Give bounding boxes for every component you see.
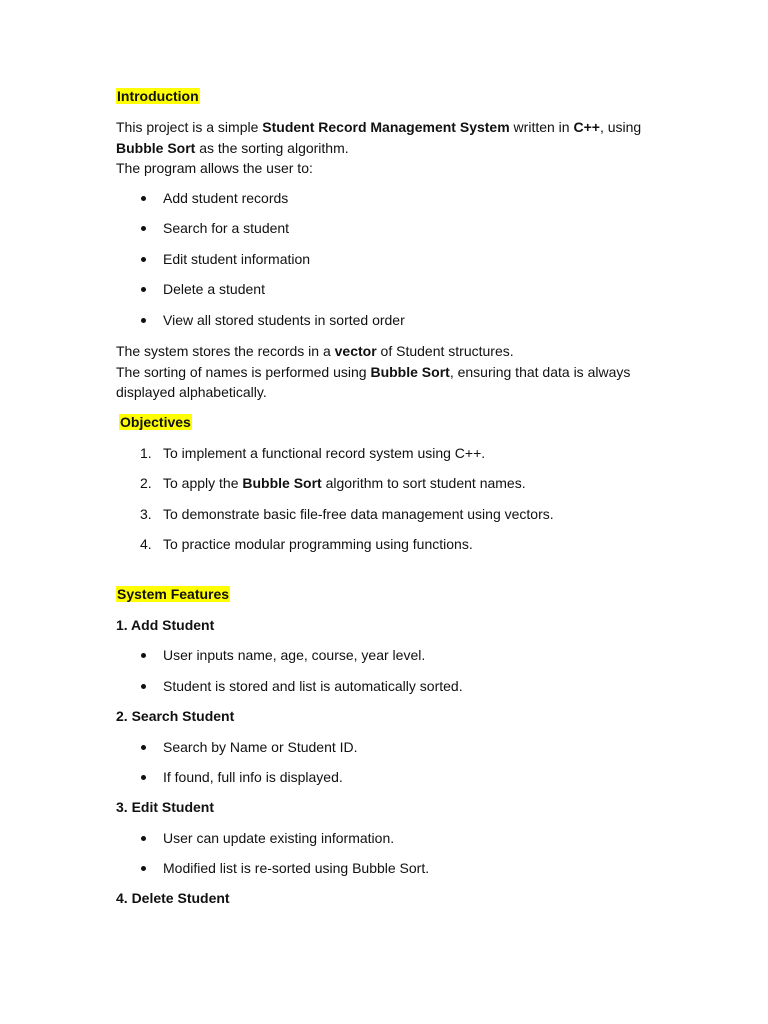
- list-item-number: 1.: [140, 445, 152, 461]
- system-features-heading-text: System Features: [117, 586, 230, 602]
- list-item-text: To practice modular programming using functions.: [163, 536, 473, 552]
- objective-2-bold-algorithm: Bubble Sort: [242, 475, 322, 491]
- bullet-icon: [141, 836, 146, 841]
- list-item-number: 4.: [140, 536, 152, 552]
- list-item-text: Edit student information: [163, 251, 311, 267]
- list-item-number: 3.: [140, 506, 152, 522]
- bullet-icon: [141, 745, 146, 750]
- list-item-text: If found, full info is displayed.: [163, 769, 343, 785]
- introduction-heading: [116, 86, 200, 106]
- intro-p1-bold-system: Student Record Management System: [262, 119, 510, 135]
- list-item-text: To demonstrate basic file-free data management using vectors.: [163, 506, 554, 522]
- system-features-heading: [116, 584, 230, 604]
- intro-p5-text-c: , ensuring that data is always: [449, 364, 631, 380]
- intro-p1-text-c: written in: [509, 119, 574, 135]
- bullet-icon: [141, 318, 146, 323]
- bullet-icon: [141, 653, 146, 658]
- bullet-icon: [141, 775, 146, 780]
- list-item-text: [163, 473, 526, 493]
- intro-p1-text-a: This project is a simple: [116, 119, 263, 135]
- bullet-icon: [141, 226, 146, 231]
- feature-title-edit-student: 3. Edit Student: [116, 799, 214, 815]
- intro-paragraph-line-2: [116, 138, 349, 158]
- list-item-text: Modified list is re-sorted using Bubble Sort.: [163, 860, 430, 876]
- introduction-heading-text: Introduction: [117, 88, 199, 104]
- list-item-text: Search by Name or Student ID.: [163, 739, 358, 755]
- list-item-text: User can update existing information.: [163, 830, 395, 846]
- list-item-number: 2.: [140, 475, 152, 491]
- intro-p4-bold-vector: vector: [334, 343, 377, 359]
- list-item-text: Search for a student: [163, 220, 290, 236]
- bullet-icon: [141, 866, 146, 871]
- feature-title-add-student: 1. Add Student: [116, 617, 215, 633]
- intro-paragraph-line-1: [116, 117, 641, 137]
- list-item-text: View all stored students in sorted order: [163, 312, 405, 328]
- list-item-text: User inputs name, age, course, year level.: [163, 647, 426, 663]
- intro-p4-text-a: The system stores the records in a: [116, 343, 335, 359]
- intro-p5-text-a: The sorting of names is performed using: [116, 364, 371, 380]
- list-item-text: Delete a student: [163, 281, 265, 297]
- objective-2-text-c: algorithm to sort student names.: [321, 475, 526, 491]
- bullet-icon: [141, 684, 146, 689]
- objective-2-text-a: To apply the: [163, 475, 243, 491]
- intro-paragraph-line-6: displayed alphabetically.: [116, 384, 267, 400]
- intro-p2-text-b: as the sorting algorithm.: [195, 140, 349, 156]
- intro-p2-bold-algorithm: Bubble Sort: [116, 140, 196, 156]
- bullet-icon: [141, 287, 146, 292]
- intro-paragraph-line-3: The program allows the user to:: [116, 160, 313, 176]
- list-item-text: Add student records: [163, 190, 289, 206]
- objectives-heading: [119, 412, 192, 432]
- intro-p4-text-c: of Student structures.: [376, 343, 514, 359]
- objectives-heading-text: Objectives: [120, 414, 191, 430]
- list-item-text: Student is stored and list is automatically sorted.: [163, 678, 463, 694]
- intro-paragraph-line-4: [116, 341, 514, 361]
- bullet-icon: [141, 257, 146, 262]
- feature-title-search-student: 2. Search Student: [116, 708, 235, 724]
- bullet-icon: [141, 196, 146, 201]
- intro-p1-text-e: , using: [599, 119, 642, 135]
- intro-paragraph-line-5: [116, 362, 630, 382]
- intro-p5-bold-algorithm: Bubble Sort: [370, 364, 450, 380]
- intro-p1-bold-language: C++: [573, 119, 600, 135]
- feature-title-delete-student: 4. Delete Student: [116, 890, 230, 906]
- list-item-text: To implement a functional record system using C++.: [163, 445, 486, 461]
